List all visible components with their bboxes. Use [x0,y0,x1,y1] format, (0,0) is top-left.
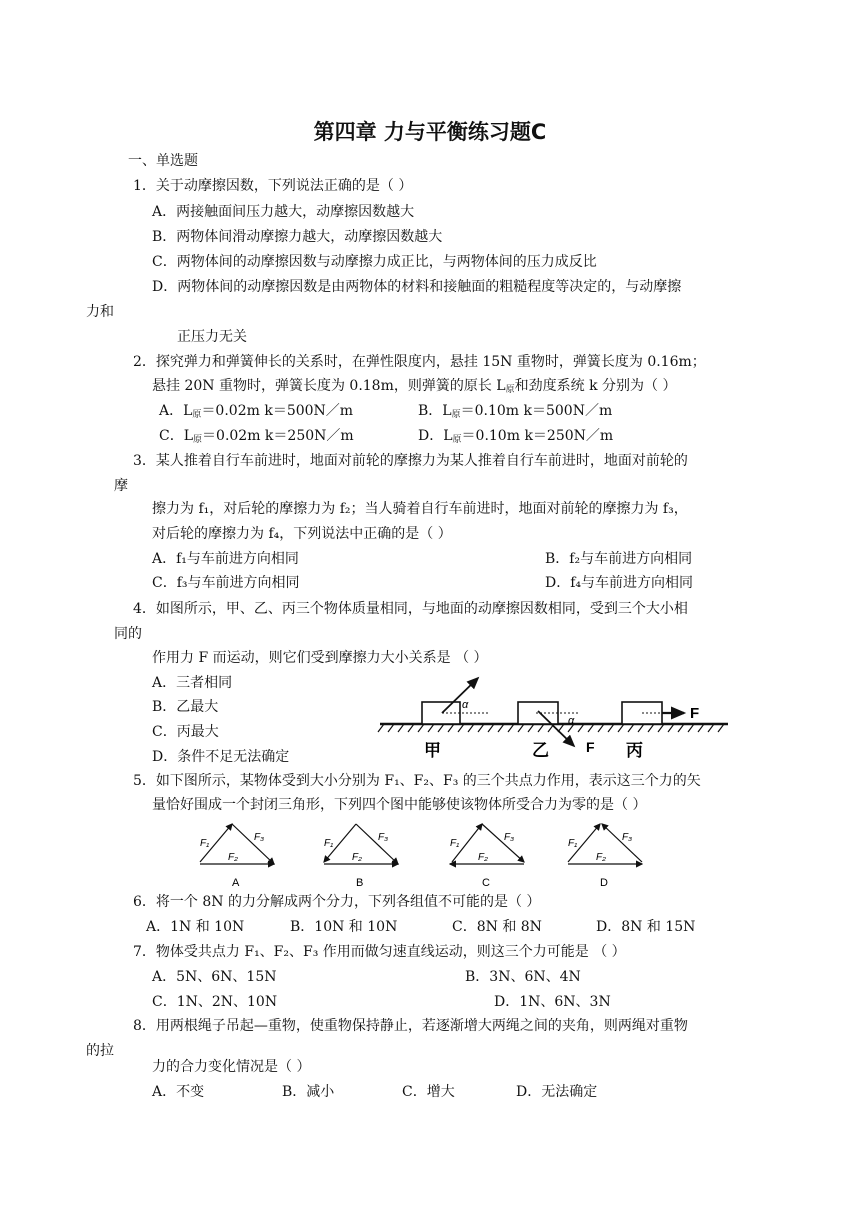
alpha-label-jia: α [462,699,469,711]
question-7-option-b: B．3N、6N、4N [465,969,581,985]
question-2-option-b: B．$L_原=0.10m$ k＝500N／m [418,403,613,420]
question-4-option-d: D．条件不足无法确定 [152,749,290,765]
label-jia: 甲 [424,741,441,760]
svg-text:F₂: F₂ [228,852,238,863]
question-8-option-a: A．不变 [152,1084,205,1100]
q5-figure [190,820,650,892]
question-2-option-a: A．$L_原=0.02m$ k＝500N／m [159,403,354,420]
alpha-label-yi: α [568,715,575,727]
question-2-option-d: D．$L_原=0.10m$ k＝250N／m [418,428,614,445]
question-8-line-1: 8．用两根绳子吊起—重物，使重物保持静止，若逐渐增大两绳之间的夹角，则两绳对重物 [133,1018,688,1034]
force-label-bing: F [690,705,700,722]
question-1-option-c: C．两物体间的动摩擦因数与动摩擦力成正比，与两物体间的压力成反比 [152,254,597,270]
svg-text:C: C [482,877,490,889]
question-3-line-1: 3．某人推着自行车前进时，地面对前轮的摩擦力为某人推着自行车前进时，地面对前轮的 [133,453,688,469]
question-3-option-a: A．f₁与车前进方向相同 [152,551,299,567]
question-4-line-2: 同的 [114,626,142,642]
svg-text:F₃: F₃ [254,832,265,843]
question-2-line-2: 悬挂 20N 重物时，弹簧长度为 0.18m，则弹簧的原长 $L_原$和劲度系统 k 分别为（ ） [152,378,677,395]
svg-text:F₁: F₁ [324,838,334,849]
question-3-line-3: 擦力为 f₁，对后轮的摩擦力为 f₂；当人骑着自行车前进时，地面对前轮的摩擦力为 f₃， [152,501,688,517]
svg-text:F₂: F₂ [478,852,488,863]
question-3-option-b: B．f₂与车前进方向相同 [545,551,693,567]
q4-figure [376,668,736,768]
force-label-yi: F [586,739,595,755]
svg-text:B: B [356,877,364,889]
triangle-d [568,824,642,889]
svg-text:F₃: F₃ [622,832,633,843]
question-2-option-c: C．$L_原=0.02m$ k＝250N／m [159,428,354,445]
question-6-stem: 6．将一个 8N 的力分解成两个分力，下列各组值不可能的是（ ） [133,894,541,910]
svg-text:F₂: F₂ [352,852,362,863]
svg-text:F₃: F₃ [504,832,515,843]
svg-text:A: A [232,877,240,889]
question-1-option-d: D．两物体间的动摩擦因数是由两物体的材料和接触面的粗糙程度等决定的，与动摩擦 [152,279,682,295]
question-1-option-b: B．两物体间滑动摩擦力越大，动摩擦因数越大 [152,229,443,245]
question-4-line-3: 作用力 F 而运动，则它们受到摩擦力大小关系是 （ ） [152,650,488,666]
question-1-stem: 1．关于动摩擦因数，下列说法正确的是（ ） [133,178,413,194]
svg-text:F₁: F₁ [450,838,460,849]
question-8-option-c: C．增大 [402,1084,455,1100]
triangle-c [450,824,524,889]
question-5-line-2: 量恰好围成一个封闭三角形，下列四个图中能够使该物体所受合力为零的是（ ） [152,797,647,813]
question-6-option-c: C．8N 和 8N [452,919,542,935]
question-5-line-1: 5．如下图所示，某物体受到大小分别为 F₁、F₂、F₃ 的三个共点力作用，表示这三个力的矢 [133,773,701,789]
question-7-option-c: C．1N、2N、10N [152,994,278,1010]
question-7-stem: 7．物体受共点力 F₁、F₂、F₃ 作用而做匀速直线运动，则这三个力可能是 （ ） [133,944,626,960]
question-6-option-d: D．8N 和 15N [596,919,696,935]
question-3-option-d: D．f₄与车前进方向相同 [545,575,694,591]
question-3-line-2: 摩 [114,478,128,494]
question-4-option-c: C．丙最大 [152,724,219,740]
label-bing: 丙 [626,741,643,760]
question-8-option-b: B．减小 [282,1084,335,1100]
question-6-option-b: B．10N 和 10N [290,919,398,935]
svg-text:F₁: F₁ [568,838,578,849]
question-7-option-a: A．5N、6N、15N [152,969,277,985]
question-1-option-d-wrap: 力和 [86,304,114,320]
question-2-line-1: 2．探究弹力和弹簧伸长的关系时，在弹性限度内，悬挂 15N 重物时，弹簧长度为 0.16m； [133,354,706,370]
question-4-line-1: 4．如图所示，甲、乙、丙三个物体质量相同，与地面的动摩擦因数相同，受到三个大小相 [133,601,688,617]
question-8-line-2: 的拉 [86,1043,114,1059]
svg-text:F₃: F₃ [378,832,389,843]
section-heading: 一、单选题 [128,153,198,169]
question-4-option-a: A．三者相同 [152,675,233,691]
question-3-option-c: C．f₃与车前进方向相同 [152,575,300,591]
svg-text:D: D [600,877,608,889]
triangle-b [324,824,398,889]
question-7-option-d: D．1N、6N、3N [494,994,611,1010]
question-4-option-b: B．乙最大 [152,699,219,715]
question-3-line-4: 对后轮的摩擦力为 f₄，下列说法中正确的是（ ） [152,526,452,542]
label-yi: 乙 [532,741,549,760]
question-1-option-d-cont: 正压力无关 [177,329,247,345]
page-title: 第四章 力与平衡练习题C [313,120,547,144]
svg-text:F₁: F₁ [200,838,210,849]
triangle-a [200,824,274,889]
question-8-line-3: 力的合力变化情况是（ ） [152,1059,311,1075]
question-1-option-a: A．两接触面间压力越大，动摩擦因数越大 [152,204,415,220]
question-8-option-d: D．无法确定 [516,1084,598,1100]
svg-text:F₂: F₂ [596,852,606,863]
question-6-option-a: A．1N 和 10N [146,919,245,935]
